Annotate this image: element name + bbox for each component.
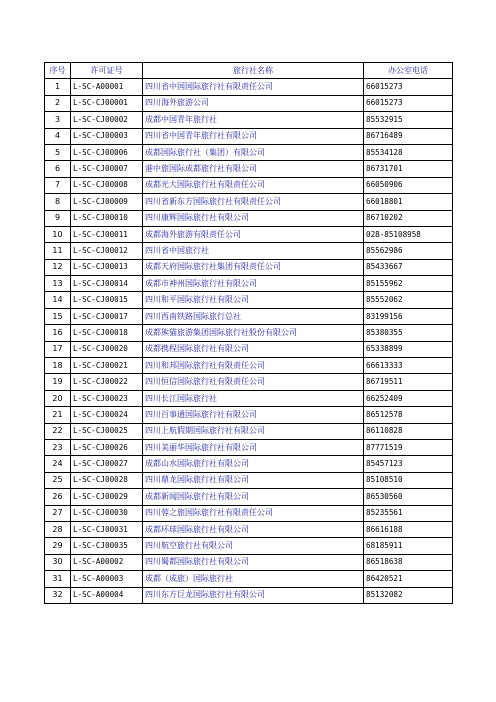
cell-license: L-SC-A00001: [71, 79, 143, 95]
cell-index: 7: [45, 177, 71, 193]
cell-office-phone: 86719511: [364, 374, 453, 390]
cell-office-phone: 66050906: [364, 177, 453, 193]
cell-agency-name: 成都中国青年旅行社: [143, 112, 364, 128]
table-row: [45, 243, 453, 259]
cell-agency-name: 四川省中国旅行社: [143, 243, 364, 259]
cell-license: L-SC-CJ00011: [71, 226, 143, 242]
cell-agency-name: 成都海外旅游有限责任公司: [143, 226, 364, 242]
table-row: [45, 374, 453, 390]
cell-office-phone: 86716489: [364, 128, 453, 144]
cell-license: L-SC-CJ00024: [71, 407, 143, 423]
table-row: [45, 571, 453, 587]
cell-index: 32: [45, 587, 71, 603]
table-row: [45, 423, 453, 439]
cell-index: 28: [45, 521, 71, 537]
table-row: [45, 112, 453, 128]
table-row: [45, 439, 453, 455]
cell-license: L-SC-CJ00025: [71, 423, 143, 439]
cell-agency-name: 四川恒信国际旅行社有限责任公司: [143, 374, 364, 390]
cell-office-phone: 66018801: [364, 194, 453, 210]
cell-agency-name: 四川航空旅行社有限公司: [143, 538, 364, 554]
cell-office-phone: 87771519: [364, 439, 453, 455]
cell-office-phone: 66015273: [364, 95, 453, 111]
cell-license: L-SC-CJ00003: [71, 128, 143, 144]
cell-index: 22: [45, 423, 71, 439]
cell-index: 27: [45, 505, 71, 521]
cell-office-phone: 85534128: [364, 144, 453, 160]
cell-agency-name: 四川蜀都国际旅行社有限公司: [143, 554, 364, 570]
cell-index: 31: [45, 571, 71, 587]
cell-license: L-SC-CJ00008: [71, 177, 143, 193]
cell-office-phone: 85132082: [364, 587, 453, 603]
table-row: [45, 308, 453, 324]
table-row: [45, 144, 453, 160]
table-row: [45, 128, 453, 144]
cell-license: L-SC-CJ00021: [71, 358, 143, 374]
travel-agency-table: [44, 62, 453, 604]
cell-agency-name: 四川和平国际旅行社有限公司: [143, 292, 364, 308]
cell-agency-name: 成都（成旅）国际旅行社: [143, 571, 364, 587]
cell-office-phone: 85155962: [364, 276, 453, 292]
header-agency-name: 旅行社名称: [143, 63, 364, 79]
cell-license: L-SC-CJ00017: [71, 308, 143, 324]
header-index: 序号: [45, 63, 71, 79]
cell-office-phone: 86110828: [364, 423, 453, 439]
cell-office-phone: 86710202: [364, 210, 453, 226]
table-row: [45, 521, 453, 537]
cell-agency-name: 四川长江国际旅行社: [143, 390, 364, 406]
cell-agency-name: 成都天府国际旅行社集团有限责任公司: [143, 259, 364, 275]
cell-agency-name: 成都熊猫旅游集团国际旅行社股份有限公司: [143, 325, 364, 341]
cell-license: L-SC-CJ00035: [71, 538, 143, 554]
cell-license: L-SC-CJ00007: [71, 161, 143, 177]
cell-index: 2: [45, 95, 71, 111]
cell-license: L-SC-CJ00014: [71, 276, 143, 292]
cell-office-phone: 68185911: [364, 538, 453, 554]
cell-agency-name: 成都山水国际旅行社有限公司: [143, 456, 364, 472]
table-row: [45, 587, 453, 603]
cell-agency-name: 四川鼎龙国际旅行社有限公司: [143, 472, 364, 488]
table-row: [45, 161, 453, 177]
cell-agency-name: 四川美丽华国际旅行社有限公司: [143, 439, 364, 455]
cell-agency-name: 成都国际旅行社（集团）有限公司: [143, 144, 364, 160]
cell-office-phone: 85552062: [364, 292, 453, 308]
table-row: [45, 489, 453, 505]
cell-license: L-SC-CJ00013: [71, 259, 143, 275]
table-row: [45, 538, 453, 554]
cell-office-phone: 85433667: [364, 259, 453, 275]
cell-index: 9: [45, 210, 71, 226]
cell-index: 25: [45, 472, 71, 488]
cell-index: 10: [45, 226, 71, 242]
cell-license: L-SC-A00004: [71, 587, 143, 603]
cell-agency-name: 成都携程国际旅行社有限公司: [143, 341, 364, 357]
cell-index: 26: [45, 489, 71, 505]
cell-agency-name: 四川海外旅游公司: [143, 95, 364, 111]
cell-license: L-SC-CJ00026: [71, 439, 143, 455]
cell-license: L-SC-CJ00009: [71, 194, 143, 210]
table-row: [45, 194, 453, 210]
cell-index: 6: [45, 161, 71, 177]
cell-license: L-SC-CJ00010: [71, 210, 143, 226]
cell-index: 12: [45, 259, 71, 275]
cell-index: 30: [45, 554, 71, 570]
table-row: [45, 358, 453, 374]
header-license: 许可证号: [71, 63, 143, 79]
table-row: [45, 472, 453, 488]
cell-office-phone: 028-85108958: [364, 226, 453, 242]
cell-agency-name: 四川百事通国际旅行社有限公司: [143, 407, 364, 423]
cell-license: L-SC-CJ00012: [71, 243, 143, 259]
cell-office-phone: 86518638: [364, 554, 453, 570]
cell-license: L-SC-CJ00030: [71, 505, 143, 521]
table-row: [45, 390, 453, 406]
cell-license: L-SC-CJ00001: [71, 95, 143, 111]
cell-index: 14: [45, 292, 71, 308]
cell-office-phone: 66613333: [364, 358, 453, 374]
table-row: [45, 505, 453, 521]
cell-office-phone: 86731701: [364, 161, 453, 177]
cell-license: L-SC-CJ00002: [71, 112, 143, 128]
table-row: [45, 177, 453, 193]
cell-office-phone: 85457123: [364, 456, 453, 472]
table-row: [45, 79, 453, 95]
cell-license: L-SC-CJ00027: [71, 456, 143, 472]
cell-agency-name: 港中旅国际成都旅行社有限公司: [143, 161, 364, 177]
table-row: [45, 407, 453, 423]
cell-index: 4: [45, 128, 71, 144]
cell-license: L-SC-CJ00029: [71, 489, 143, 505]
cell-license: L-SC-CJ00031: [71, 521, 143, 537]
cell-agency-name: 四川上航假期国际旅行社有限公司: [143, 423, 364, 439]
cell-agency-name: 成都新闻国际旅行社有限公司: [143, 489, 364, 505]
cell-office-phone: 83199156: [364, 308, 453, 324]
cell-license: L-SC-A00003: [71, 571, 143, 587]
cell-office-phone: 86420521: [364, 571, 453, 587]
table-row: [45, 292, 453, 308]
cell-index: 29: [45, 538, 71, 554]
cell-index: 5: [45, 144, 71, 160]
cell-office-phone: 86530560: [364, 489, 453, 505]
cell-office-phone: 85562986: [364, 243, 453, 259]
cell-license: L-SC-CJ00022: [71, 374, 143, 390]
cell-license: L-SC-CJ00006: [71, 144, 143, 160]
cell-license: L-SC-CJ00020: [71, 341, 143, 357]
cell-index: 21: [45, 407, 71, 423]
table-row: [45, 341, 453, 357]
table-row: [45, 554, 453, 570]
cell-index: 23: [45, 439, 71, 455]
table-row: [45, 276, 453, 292]
cell-license: L-SC-CJ00023: [71, 390, 143, 406]
cell-license: L-SC-A00002: [71, 554, 143, 570]
cell-index: 13: [45, 276, 71, 292]
cell-office-phone: 85108510: [364, 472, 453, 488]
table-row: [45, 210, 453, 226]
cell-office-phone: 85235561: [364, 505, 453, 521]
cell-agency-name: 四川省新东方国际旅行社有限责任公司: [143, 194, 364, 210]
cell-index: 17: [45, 341, 71, 357]
cell-office-phone: 86512578: [364, 407, 453, 423]
cell-office-phone: 66015273: [364, 79, 453, 95]
cell-agency-name: 成都环球国际旅行社有限公司: [143, 521, 364, 537]
cell-index: 3: [45, 112, 71, 128]
table-row: [45, 226, 453, 242]
table-row: [45, 259, 453, 275]
cell-index: 8: [45, 194, 71, 210]
table-row: [45, 95, 453, 111]
cell-agency-name: 四川省中国国际旅行社有限责任公司: [143, 79, 364, 95]
cell-index: 19: [45, 374, 71, 390]
cell-office-phone: 86616188: [364, 521, 453, 537]
cell-index: 1: [45, 79, 71, 95]
cell-agency-name: 成都市神州国际旅行社有限公司: [143, 276, 364, 292]
header-office-phone: 办公室电话: [364, 63, 453, 79]
cell-agency-name: 成都光大国际旅行社有限责任公司: [143, 177, 364, 193]
cell-index: 18: [45, 358, 71, 374]
cell-license: L-SC-CJ00018: [71, 325, 143, 341]
cell-index: 15: [45, 308, 71, 324]
cell-office-phone: 66252409: [364, 390, 453, 406]
cell-index: 24: [45, 456, 71, 472]
cell-office-phone: 85380355: [364, 325, 453, 341]
cell-license: L-SC-CJ00028: [71, 472, 143, 488]
cell-agency-name: 四川蓉之旅国际旅行社有限责任公司: [143, 505, 364, 521]
cell-agency-name: 四川西南铁路国际旅行总社: [143, 308, 364, 324]
cell-agency-name: 四川东方巨龙国际旅行社有限公司: [143, 587, 364, 603]
header-row: [45, 63, 453, 79]
table-row: [45, 456, 453, 472]
cell-license: L-SC-CJ00015: [71, 292, 143, 308]
cell-office-phone: 85532915: [364, 112, 453, 128]
cell-index: 16: [45, 325, 71, 341]
table-row: [45, 325, 453, 341]
cell-index: 20: [45, 390, 71, 406]
cell-agency-name: 四川和邦国际旅行社有限责任公司: [143, 358, 364, 374]
travel-agency-sheet: [44, 62, 453, 604]
cell-office-phone: 65338899: [364, 341, 453, 357]
cell-agency-name: 四川康辉国际旅行社有限公司: [143, 210, 364, 226]
cell-agency-name: 四川省中国青年旅行社有限公司: [143, 128, 364, 144]
cell-index: 11: [45, 243, 71, 259]
